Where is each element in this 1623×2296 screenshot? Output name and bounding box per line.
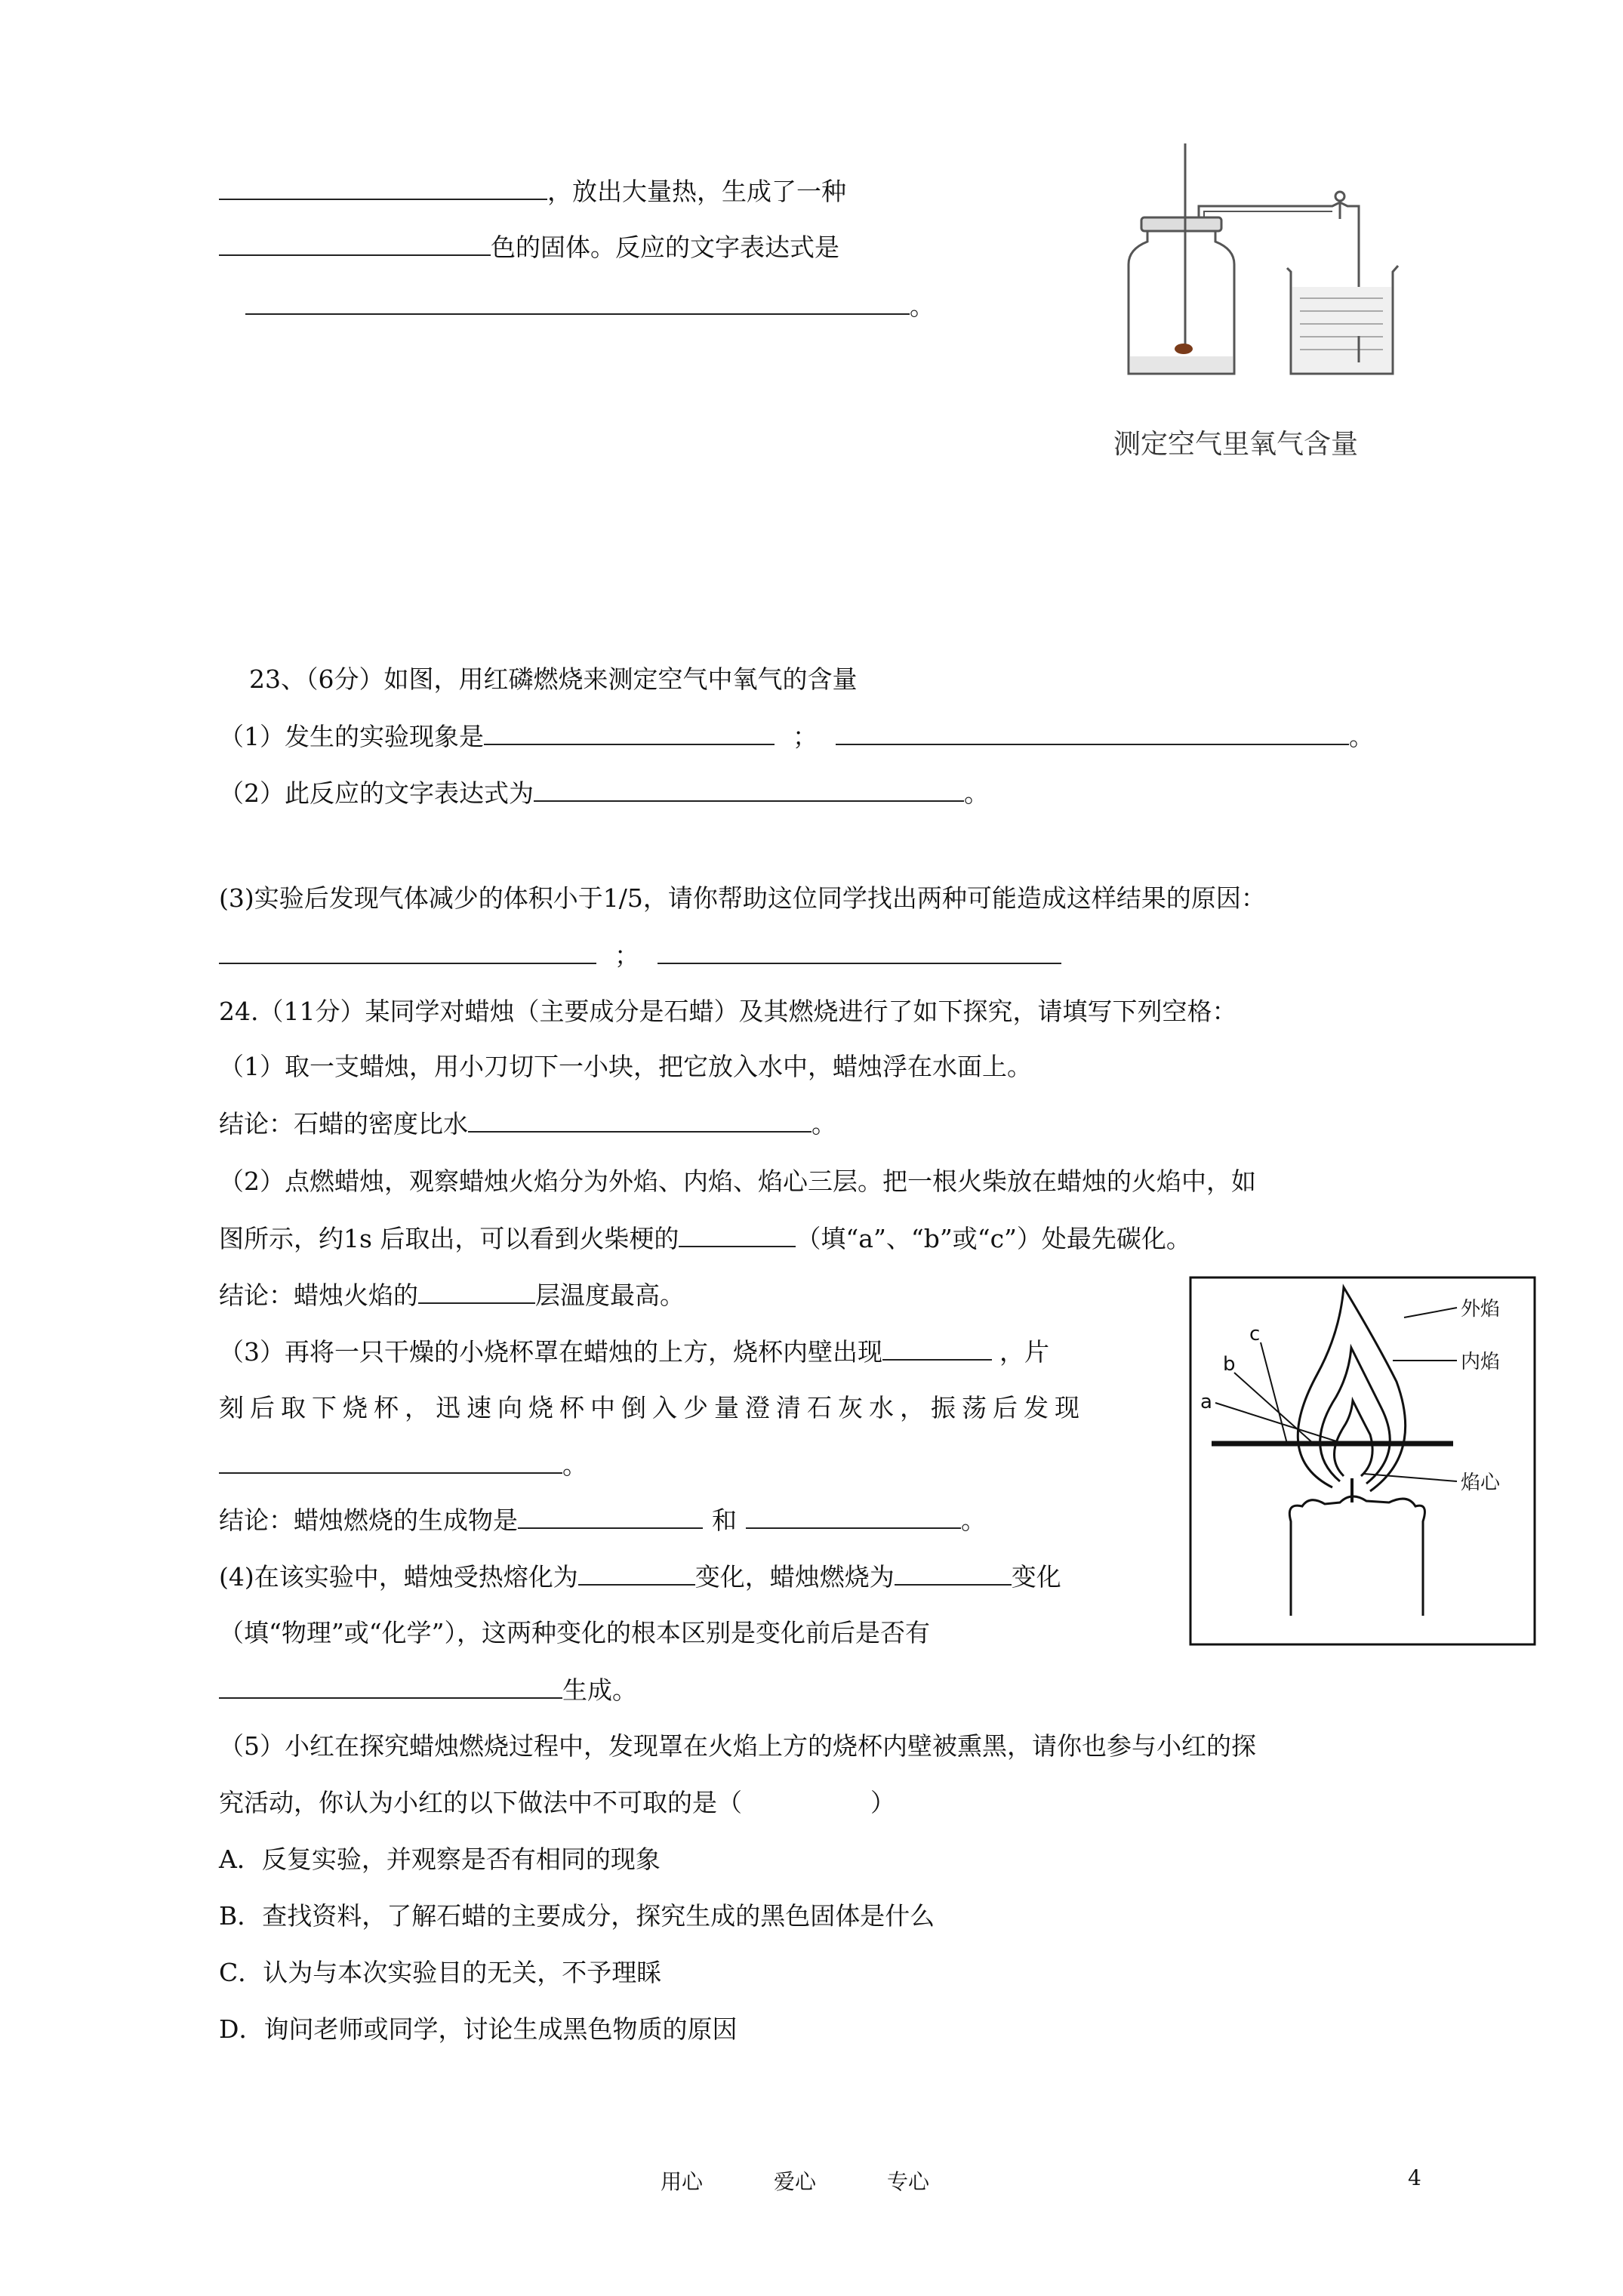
answer-blank[interactable]	[219, 940, 596, 964]
option-c[interactable]: C．认为与本次实验目的无关，不予理睬	[219, 1958, 662, 1987]
q24-step5-line2: 究活动，你认为小红的以下做法中不可取的是（ ）	[219, 1788, 895, 1817]
label-c: c	[1249, 1323, 1261, 1345]
oxygen-apparatus-figure	[1102, 136, 1434, 378]
q24-title: 24.（11分）某同学对蜡烛（主要成分是石蜡）及其燃烧进行了如下探究，请填写下列空格：	[219, 997, 1237, 1026]
answer-blank[interactable]	[219, 1675, 562, 1699]
answer-blank[interactable]	[658, 940, 1061, 964]
candle-flame-figure	[1189, 1276, 1536, 1646]
q24-conclusion2: 结论：蜡烛火焰的 层温度最高。	[219, 1281, 685, 1310]
option-b[interactable]: B．查找资料，了解石蜡的主要成分，探究生成的黑色固体是什么	[219, 1901, 935, 1931]
answer-blank[interactable]	[882, 1336, 992, 1361]
option-a[interactable]: A．反复实验，并观察是否有相同的现象	[219, 1845, 661, 1874]
label-b: b	[1223, 1353, 1236, 1376]
q24-step3-line2: 刻后取下烧杯，迅速向烧杯中倒入少量澄清石灰水，振荡后发现	[219, 1393, 1086, 1422]
beaker-water	[1292, 287, 1391, 372]
q23-title: 23、（6分）如图，用红磷燃烧来测定空气中氧气的含量	[249, 664, 858, 694]
stopper	[1141, 217, 1221, 231]
answer-blank[interactable]	[418, 1280, 535, 1304]
q24-step3-line3: 。	[219, 1450, 587, 1481]
q24-step2-line1: （2）点燃蜡烛，观察蜡烛火焰分为外焰、内焰、焰心三层。把一根火柴放在蜡烛的火焰中，如	[219, 1166, 1256, 1196]
label-inner-flame: 内焰	[1461, 1351, 1501, 1373]
q24-conclusion3: 结论：蜡烛燃烧的生成物是 和 。	[219, 1505, 986, 1535]
answer-blank[interactable]	[679, 1223, 796, 1247]
label-flame-core: 焰心	[1461, 1472, 1501, 1494]
answer-blank[interactable]	[245, 291, 910, 315]
q24-step2-line2: 图所示，约1s 后取出，可以看到火柴梗的 （填“a”、“b”或“c”）处最先碳化。	[219, 1224, 1191, 1253]
answer-blank[interactable]	[484, 721, 775, 745]
answer-blank[interactable]	[534, 778, 964, 802]
top-line-1: ，放出大量热，生成了一种	[219, 176, 846, 207]
clamp	[1335, 192, 1344, 201]
q24-step4-line3: 生成。	[219, 1675, 637, 1706]
footer-motto-3: 专心	[887, 2169, 930, 2194]
option-d[interactable]: D．询问老师或同学，讨论生成黑色物质的原因	[219, 2014, 738, 2044]
figure-border	[1190, 1277, 1535, 1644]
bottle-water	[1130, 356, 1233, 372]
answer-blank[interactable]	[219, 232, 491, 256]
footer-motto-1: 用心	[661, 2169, 704, 2194]
q23-part1: （1）发生的实验现象是 ； 。	[219, 722, 1374, 751]
q24-step4-line1: (4)在该实验中，蜡烛受热熔化为 变化，蜡烛燃烧为 变化	[219, 1562, 1061, 1592]
top-line-3: 。	[245, 291, 935, 322]
q23-part3-answers: ；	[219, 940, 1061, 971]
figure-caption: 测定空气里氧气含量	[1113, 429, 1359, 460]
q24-step5-line1: （5）小红在探究蜡烛燃烧过程中，发现罩在火焰上方的烧杯内壁被熏黑，请你也参与小红的探	[219, 1731, 1256, 1761]
answer-blank[interactable]	[746, 1505, 961, 1529]
label-outer-flame: 外焰	[1461, 1298, 1501, 1321]
q23-part3: (3)实验后发现气体减少的体积小于1/5，请你帮助这位同学找出两种可能造成这样结果的原因：	[219, 883, 1266, 913]
answer-blank[interactable]	[518, 1505, 703, 1529]
q24-step1: （1）取一支蜡烛，用小刀切下一小块，把它放入水中，蜡烛浮在水面上。	[219, 1052, 1032, 1081]
answer-blank[interactable]	[836, 721, 1349, 745]
top-line-2: 色的固体。反应的文字表达式是	[219, 232, 839, 263]
answer-blank[interactable]	[219, 1450, 562, 1474]
q24-conclusion1: 结论：石蜡的密度比水 。	[219, 1109, 836, 1139]
footer-motto-2: 爱心	[774, 2169, 817, 2194]
q23-part2: （2）此反应的文字表达式为 。	[219, 778, 989, 808]
q24-step4-line2: （填“物理”或“化学”），这两种变化的根本区别是变化前后是否有	[219, 1618, 930, 1647]
answer-blank[interactable]	[468, 1108, 812, 1133]
q24-step3-line1: （3）再将一只干燥的小烧杯罩在蜡烛的上方，烧杯内壁出现 ，片	[219, 1337, 1049, 1367]
page-number: 4	[1408, 2165, 1421, 2190]
answer-blank[interactable]	[895, 1561, 1012, 1586]
answer-blank[interactable]	[578, 1561, 695, 1586]
red-phosphorus	[1175, 344, 1193, 354]
label-a: a	[1200, 1391, 1212, 1413]
answer-blank[interactable]	[219, 176, 547, 200]
